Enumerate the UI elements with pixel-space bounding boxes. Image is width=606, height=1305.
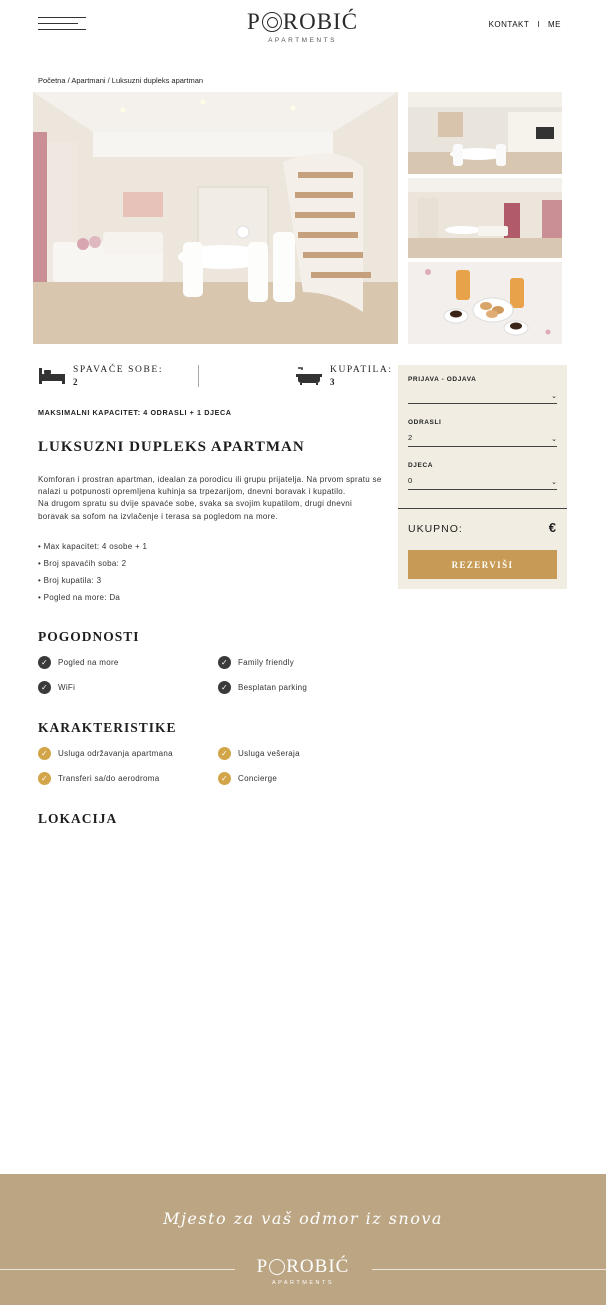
adults-value: 2 [408, 433, 413, 442]
apartment-description [38, 474, 383, 523]
chevron-down-icon: ⌄ [551, 393, 557, 400]
apartment-facts-list [38, 542, 147, 610]
amenity-item [218, 681, 307, 694]
logo-subtitle: APARTMENTS [268, 37, 337, 44]
footer-divider-right [372, 1269, 606, 1270]
adults-label: ODRASLI [408, 419, 442, 426]
total-label: UKUPNO: [408, 523, 463, 535]
feature-item [218, 772, 277, 785]
amenities-heading: POGODNOSTI [38, 629, 140, 644]
reserve-button[interactable]: REZERVIŠI [408, 550, 557, 579]
logo-letters: ROBIĆ [282, 9, 359, 34]
main-photo-living-room[interactable] [33, 92, 398, 344]
bathrooms-label: KUPATILA: [330, 365, 393, 375]
bed-icon [38, 366, 66, 386]
list-item: • Pogled na more: Da [38, 593, 121, 602]
dates-select[interactable] [408, 390, 557, 404]
check-icon: ✓ [218, 681, 231, 694]
site-logo[interactable] [245, 10, 360, 46]
thumbnail-kitchen[interactable] [408, 92, 562, 174]
booking-panel [398, 365, 567, 589]
footer-divider-left [0, 1269, 235, 1270]
feature-label: Usluga održavanja apartmana [58, 749, 173, 758]
footer-slogan: Mjesto za vaš odmor iz snova [163, 1209, 443, 1228]
thumbnail-breakfast[interactable] [408, 262, 562, 344]
living-room-illustration [33, 92, 398, 344]
amenity-label: WiFi [58, 683, 76, 692]
bedrooms-label: SPAVAĆE SOBE: [73, 365, 164, 375]
footer-logo-emblem-icon [269, 1259, 285, 1275]
footer [0, 1174, 606, 1305]
feature-item [218, 747, 300, 760]
total-value: € [548, 520, 556, 535]
feature-item [38, 747, 173, 760]
apartment-title: LUKSUZNI DUPLEKS APARTMAN [38, 439, 305, 455]
language-switch[interactable]: ME [548, 20, 561, 29]
check-icon: ✓ [38, 772, 51, 785]
footer-logo-wordmark [253, 1256, 353, 1278]
check-icon: ✓ [38, 681, 51, 694]
logo-letter-p: P [246, 9, 261, 34]
chevron-down-icon: ⌄ [551, 436, 557, 443]
amenity-item [38, 656, 119, 669]
check-icon: ✓ [38, 656, 51, 669]
dates-label: PRIJAVA - ODJAVA [408, 376, 477, 383]
menu-hamburger-icon[interactable] [38, 17, 86, 33]
chevron-down-icon: ⌄ [551, 479, 557, 486]
feature-label: Transferi sa/do aerodroma [58, 774, 160, 783]
max-capacity: MAKSIMALNI KAPACITET: 4 ODRASLI + 1 DJECA [38, 408, 232, 417]
children-select[interactable] [408, 476, 557, 490]
nav-separator: I [537, 20, 540, 29]
children-label: DJECA [408, 462, 434, 469]
description-paragraph: Na drugom spratu su dvije spavaće sobe, svaka sa svojim kupatilom, drugi dnevni boravak sa sofom na izvlačenje i terasa sa pogledom na more. [38, 499, 353, 521]
breadcrumb[interactable]: Početna / Apartmani / Luksuzni dupleks apartman [38, 76, 204, 85]
contact-link[interactable]: KONTAKT [488, 20, 530, 29]
children-value: 0 [408, 476, 413, 485]
description-paragraph: Komforan i prostran apartman, idealan za porodicu ili grupu prijatelja. Na prvom spratu se nalazi u potpunosti opremljena kuhinja sa trpezarijom, dnevni boravak i kupatilo. [38, 475, 382, 497]
info-divider [198, 365, 199, 387]
feature-label: Concierge [238, 774, 278, 783]
living-area-illustration [408, 178, 562, 258]
footer-logo[interactable] [253, 1256, 353, 1286]
bathtub-icon [295, 366, 323, 386]
amenity-label: Besplatan parking [238, 683, 308, 692]
check-icon: ✓ [218, 656, 231, 669]
logo-wordmark [245, 10, 360, 34]
amenity-label: Family friendly [238, 658, 295, 667]
logo-emblem-icon [262, 12, 282, 32]
location-heading: LOKACIJA [38, 811, 118, 826]
footer-logo-letters: ROBIĆ [286, 1256, 350, 1277]
amenity-item [218, 656, 294, 669]
list-item: • Broj kupatila: 3 [38, 576, 102, 585]
check-icon: ✓ [38, 747, 51, 760]
breakfast-illustration [408, 262, 562, 344]
bedrooms-value: 2 [73, 377, 78, 387]
bathrooms-value: 3 [330, 377, 335, 387]
feature-label: Usluga vešeraja [238, 749, 300, 758]
check-icon: ✓ [218, 747, 231, 760]
adults-select[interactable] [408, 433, 557, 447]
check-icon: ✓ [218, 772, 231, 785]
top-nav [489, 20, 561, 29]
features-heading: KARAKTERISTIKE [38, 720, 177, 735]
footer-logo-letter-p: P [256, 1256, 269, 1277]
thumbnail-living-area[interactable] [408, 178, 562, 258]
footer-logo-subtitle: APARTMENTS [271, 1280, 335, 1286]
panel-divider [398, 508, 567, 509]
kitchen-illustration [408, 92, 562, 174]
amenity-item [38, 681, 75, 694]
list-item: • Broj spavaćih soba: 2 [38, 559, 127, 568]
amenity-label: Pogled na more [58, 658, 119, 667]
list-item: • Max kapacitet: 4 osobe + 1 [38, 542, 148, 551]
feature-item [38, 772, 159, 785]
